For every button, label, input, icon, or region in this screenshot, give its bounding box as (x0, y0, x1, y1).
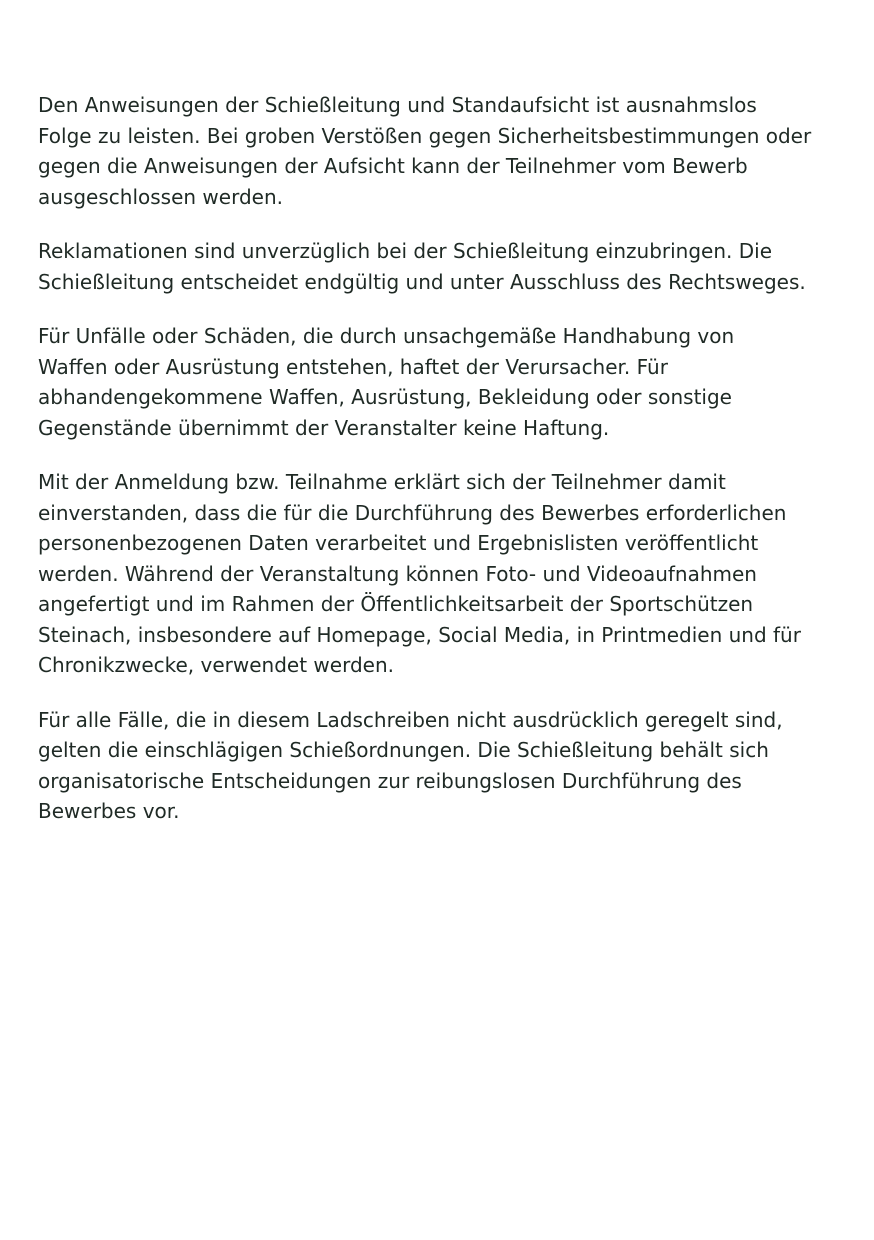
paragraph-instructions: Den Anweisungen der Schießleitung und Standaufsicht ist ausnahmslos Folge zu leisten. Bei groben Verstößen gegen Sicherheitsbestimmungen oder gegen die Anweisungen der Aufsicht kann der Teilnehmer vom Bewerb ausgeschlossen werden. (38, 93, 812, 209)
paragraph-complaints: Reklamationen sind unverzüglich bei der Schießleitung einzubringen. Die Schießleitung entscheidet endgültig und unter Ausschluss des Rechtsweges. (38, 239, 806, 294)
document-body (38, 90, 838, 851)
paragraph-data-consent: Mit der Anmeldung bzw. Teilnahme erklärt sich der Teilnehmer damit einverstanden, dass die für die Durchführung des Bewerbes erforderlichen personenbezogenen Daten verarbeitet und Ergebnislisten veröffentlicht werden. Während der Veranstaltung können Foto- und Videoaufnahmen angefertigt und im Rahmen der Öffentlichkeitsarbeit der Sportschützen Steinach, insbesondere auf Homepage, Social Media, in Printmedien und für Chronikzwecke, verwendet werden. (38, 470, 801, 677)
paragraph-general-rules: Für alle Fälle, die in diesem Ladschreiben nicht ausdrücklich geregelt sind, gelten die einschlägigen Schießordnungen. Die Schießleitung behält sich organisatorische Entscheidungen zur reibungslosen Durchführung des Bewerbes vor. (38, 707, 783, 823)
paragraph-liability: Für Unfälle oder Schäden, die durch unsachgemäße Handhabung von Waffen oder Ausrüstung entstehen, haftet der Verursacher. Für abhandengekommene Waffen, Ausrüstung, Bekleidung oder sonstige Gegenstände übernimmt der Veranstalter keine Haftung. (38, 324, 735, 440)
